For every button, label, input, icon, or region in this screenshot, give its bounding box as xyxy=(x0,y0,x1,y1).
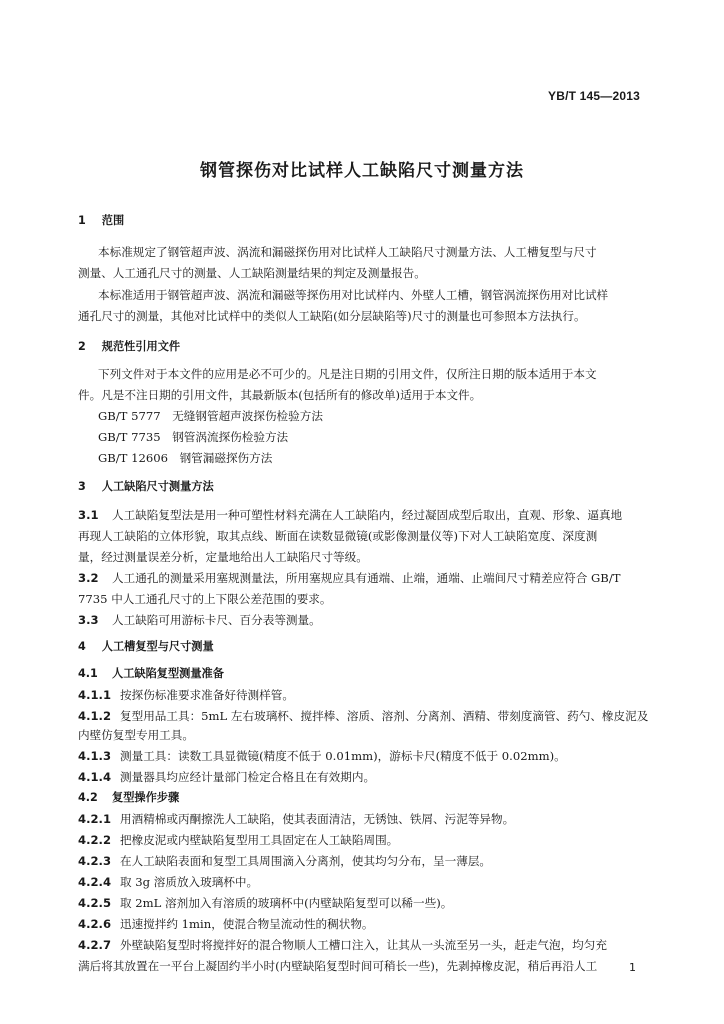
clause-number: 4.2.6 xyxy=(78,917,112,931)
clause-text: 人工缺陷可用游标卡尺、百分表等测量。 xyxy=(112,613,321,627)
page-number: 1 xyxy=(629,961,636,974)
clause-number: 4.1.2 xyxy=(78,709,112,723)
clause-3-3 xyxy=(78,613,321,627)
clause-4-2-3 xyxy=(78,854,491,868)
clause-text: 按探伤标准要求准备好待测样管。 xyxy=(120,688,294,702)
paragraph-line: 7735 中人工通孔尺寸的上下限公差范围的要求。 xyxy=(78,592,332,606)
section-2-heading xyxy=(78,340,180,354)
reference-item: GB/T 12606 钢管漏磁探伤方法 xyxy=(98,451,273,465)
clause-4-2-4 xyxy=(78,875,258,889)
paragraph-line: 下列文件对于本文件的应用是必不可少的。凡是注日期的引用文件，仅所注日期的版本适用于本文 xyxy=(98,367,597,381)
clause-text: 人工缺陷复型法是用一种可塑性材料充满在人工缺陷内，经过凝固成型后取出，直观、形象、逼真地 xyxy=(112,508,623,522)
section-1-number: 1 xyxy=(78,214,86,227)
section-3-number: 3 xyxy=(78,480,86,493)
subsection-4-2-heading xyxy=(78,791,179,805)
clause-number: 4.1.4 xyxy=(78,770,112,784)
section-2-number: 2 xyxy=(78,340,86,353)
clause-text: 用酒精棉或丙酮擦洗人工缺陷，使其表面清洁，无锈蚀、铁屑、污泥等异物。 xyxy=(120,812,515,826)
clause-4-2-6 xyxy=(78,917,374,931)
paragraph-line: 件。凡是不注日期的引用文件，其最新版本(包括所有的修改单)适用于本文件。 xyxy=(78,388,482,402)
clause-3-1 xyxy=(78,508,622,522)
clause-4-1-3 xyxy=(78,749,566,763)
clause-text: 在人工缺陷表面和复型工具周围滴入分离剂，使其均匀分布，呈一薄层。 xyxy=(120,854,492,868)
clause-text: 取 2mL 溶剂加入有溶质的玻璃杯中(内壁缺陷复型可以稀一些)。 xyxy=(120,896,453,910)
clause-number: 4.2.4 xyxy=(78,875,112,889)
clause-number: 4.1 xyxy=(78,667,98,680)
clause-text: 测量工具：读数工具显微镜(精度不低于 0.01mm)，游标卡尺(精度不低于 0.02mm)。 xyxy=(120,749,566,763)
paragraph-line: 测量、人工通孔尺寸的测量、人工缺陷测量结果的判定及测量报告。 xyxy=(78,266,426,280)
clause-number: 4.2.2 xyxy=(78,833,112,847)
section-4-number: 4 xyxy=(78,640,86,653)
standard-code: YB/T 145—2013 xyxy=(548,89,640,103)
paragraph-line: 本标准规定了钢管超声波、涡流和漏磁探伤用对比试样人工缺陷尺寸测量方法、人工槽复型与尺寸 xyxy=(98,245,597,259)
paragraph-line: 本标准适用于钢管超声波、涡流和漏磁等探伤用对比试样内、外壁人工槽，钢管涡流探伤用对比试样 xyxy=(98,288,609,302)
section-3-title: 人工缺陷尺寸测量方法 xyxy=(101,480,214,493)
clause-number: 4.1.1 xyxy=(78,688,112,702)
clause-number: 4.2 xyxy=(78,791,98,804)
clause-number: 4.2.5 xyxy=(78,896,112,910)
clause-text: 迅速搅拌约 1min，使混合物呈流动性的稠状物。 xyxy=(120,917,374,931)
clause-text: 外壁缺陷复型时将搅拌好的混合物顺人工槽口注入，让其从一头流至另一头，赶走气泡，均匀充 xyxy=(120,938,607,952)
clause-4-1-2 xyxy=(78,709,648,723)
clause-text: 复型用品工具：5mL 左右玻璃杯、搅拌棒、溶质、溶剂、分离剂、酒精、带刻度滴管、药勺、橡皮泥及 xyxy=(120,709,649,723)
clause-4-1-4 xyxy=(78,770,375,784)
clause-4-2-7 xyxy=(78,938,607,952)
subsection-title: 复型操作步骤 xyxy=(112,791,180,804)
section-1-title: 范围 xyxy=(101,214,125,227)
paragraph-line: 内壁仿复型专用工具。 xyxy=(78,728,194,742)
clause-text: 测量器具均应经计量部门检定合格且在有效期内。 xyxy=(120,770,376,784)
clause-number: 4.2.3 xyxy=(78,854,112,868)
clause-3-2 xyxy=(78,571,620,585)
clause-4-2-1 xyxy=(78,812,514,826)
paragraph-line: 通孔尺寸的测量，其他对比试样中的类似人工缺陷(如分层缺陷等)尺寸的测量也可参照本方法执行。 xyxy=(78,309,586,323)
clause-number: 4.2.7 xyxy=(78,938,112,952)
clause-text: 取 3g 溶质放入玻璃杯中。 xyxy=(120,875,259,889)
clause-number: 4.1.3 xyxy=(78,749,112,763)
document-title: 钢管探伤对比试样人工缺陷尺寸测量方法 xyxy=(200,161,524,181)
clause-number: 3.3 xyxy=(78,613,99,627)
paragraph-line: 满后将其放置在一平台上凝固约半小时(内壁缺陷复型时间可稍长一些)，先剥掉橡皮泥，稍后再沿人工 xyxy=(78,959,598,973)
section-4-heading xyxy=(78,640,214,654)
clause-text: 把橡皮泥或内壁缺陷复型用工具固定在人工缺陷周围。 xyxy=(120,833,399,847)
subsection-title: 人工缺陷复型测量准备 xyxy=(112,667,224,680)
clause-text: 人工通孔的测量采用塞规测量法，所用塞规应具有通端、止端，通端、止端间尺寸精差应符合 GB/T xyxy=(112,571,621,585)
section-1-heading xyxy=(78,214,124,228)
subsection-4-1-heading xyxy=(78,667,224,681)
paragraph-line: 再现人工缺陷的立体形貌，取其点线、断面在读数显微镜(或影像测量仪等)下对人工缺陷宽度、深度测 xyxy=(78,529,598,543)
clause-number: 3.1 xyxy=(78,508,99,522)
clause-number: 4.2.1 xyxy=(78,812,112,826)
paragraph-line: 量，经过测量误差分析，定量地给出人工缺陷尺寸等级。 xyxy=(78,550,368,564)
reference-item: GB/T 5777 无缝钢管超声波探伤检验方法 xyxy=(98,409,323,423)
reference-item: GB/T 7735 钢管涡流探伤检验方法 xyxy=(98,430,289,444)
section-2-title: 规范性引用文件 xyxy=(101,340,181,353)
section-4-title: 人工槽复型与尺寸测量 xyxy=(101,640,214,653)
clause-4-1-1 xyxy=(78,688,294,702)
clause-number: 3.2 xyxy=(78,571,99,585)
section-3-heading xyxy=(78,480,214,494)
clause-4-2-5 xyxy=(78,896,452,910)
clause-4-2-2 xyxy=(78,833,398,847)
